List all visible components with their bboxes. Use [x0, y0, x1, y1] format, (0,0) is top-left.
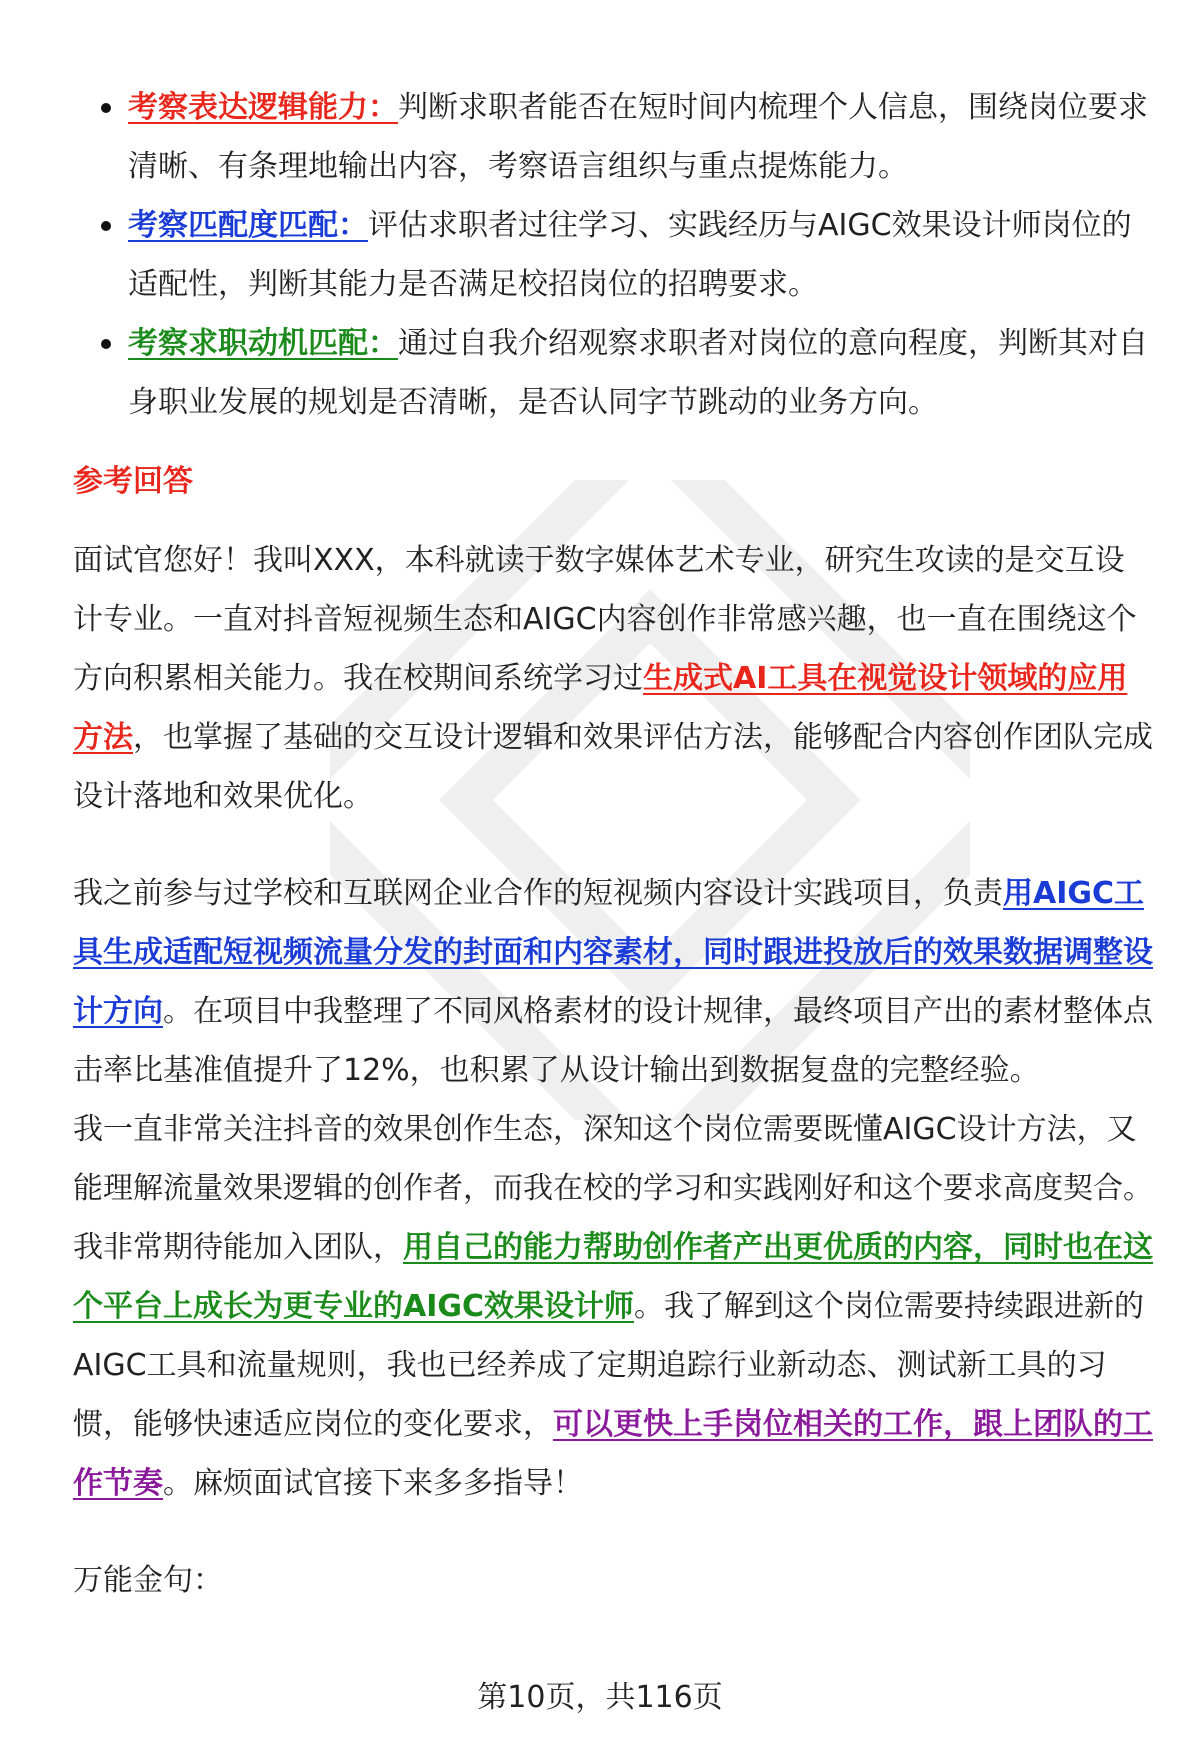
paragraph-text: 。麻烦面试官接下来多多指导！ — [163, 1466, 583, 1501]
answer-paragraph — [73, 1100, 1153, 1513]
highlight-text: 生成式AI工具在视觉设计领域的应用方法 — [73, 661, 1128, 755]
answer-paragraph — [73, 531, 1153, 826]
criteria-label: 考察表达逻辑能力： — [128, 90, 398, 125]
criteria-text: 评估求职者过往学习、实践经历与AIGC效果设计师岗位的适配性，判断其能力是否满足校招岗位的招聘要求。 — [128, 208, 1132, 302]
paragraph-text: 。在项目中我整理了不同风格素材的设计规律，最终项目产出的素材整体点击率比基准值提升了12%，也积累了从设计输出到数据复盘的完整经验。 — [73, 994, 1153, 1088]
document-body — [73, 78, 1153, 1610]
criteria-label: 考察求职动机匹配： — [128, 326, 398, 361]
paragraph-text: 我之前参与过学校和互联网企业合作的短视频内容设计实践项目，负责 — [73, 876, 1003, 911]
paragraph-text: 。我了解到这个岗位需要持续跟进新的AIGC工具和流量规则，我也已经养成了定期追踪行业新动态、测试新工具的习惯，能够快速适应岗位的变化要求， — [73, 1289, 1145, 1442]
criteria-list — [73, 78, 1153, 432]
bullet-dot-icon — [101, 103, 111, 113]
criteria-text: 通过自我介绍观察求职者对岗位的意向程度，判断其对自身职业发展的规划是否清晰，是否认同字节跳动的业务方向。 — [128, 326, 1148, 420]
highlight-text: 用自己的能力帮助创作者产出更优质的内容，同时也在这个平台上成长为更专业的AIGC效果设计师 — [73, 1230, 1153, 1324]
section-title: 参考回答 — [73, 464, 193, 499]
answer-paragraph — [73, 864, 1153, 1100]
criteria-label: 考察匹配度匹配： — [128, 208, 368, 243]
paragraph-text: 面试官您好！我叫XXX，本科就读于数字媒体艺术专业，研究生攻读的是交互设计专业。一直对抖音短视频生态和AIGC内容创作非常感兴趣，也一直在围绕这个方向积累相关能力。我在校期间系统学习过 — [73, 543, 1137, 696]
closing-label: 万能金句： — [73, 1563, 223, 1598]
paragraph-text: ，也掌握了基础的交互设计逻辑和效果评估方法，能够配合内容创作团队完成设计落地和效果优化。 — [73, 720, 1153, 814]
criteria-item — [73, 314, 1153, 432]
paragraph-text: 我一直非常关注抖音的效果创作生态，深知这个岗位需要既懂AIGC设计方法，又能理解流量效果逻辑的创作者，而我在校的学习和实践刚好和这个要求高度契合。我非常期待能加入团队， — [73, 1112, 1153, 1265]
page-number: 第10页，共116页 — [477, 1680, 723, 1715]
highlight-text: 可以更快上手岗位相关的工作，跟上团队的工作节奏 — [73, 1407, 1153, 1501]
criteria-item — [73, 196, 1153, 314]
criteria-text: 判断求职者能否在短时间内梳理个人信息，围绕岗位要求清晰、有条理地输出内容，考察语言组织与重点提炼能力。 — [128, 90, 1148, 184]
criteria-item — [73, 78, 1153, 196]
highlight-text: 用AIGC工具生成适配短视频流量分发的封面和内容素材，同时跟进投放后的效果数据调整设计方向 — [73, 876, 1153, 1029]
bullet-dot-icon — [101, 339, 111, 349]
bullet-dot-icon — [101, 221, 111, 231]
